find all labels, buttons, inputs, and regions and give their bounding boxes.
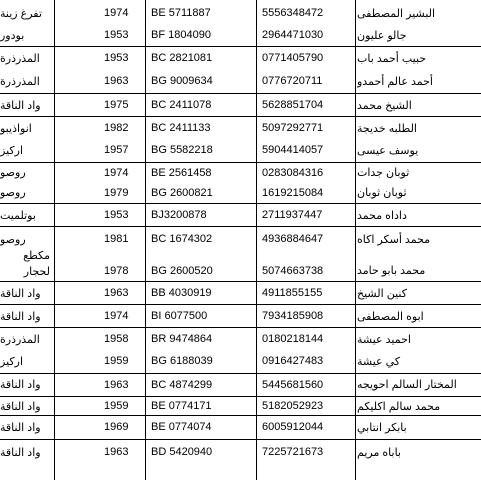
table-row (0, 441, 481, 463)
phone-cell: 0283084316 (262, 166, 324, 179)
phone-cell: 6005912044 (262, 421, 324, 433)
year-cell: 1975 (104, 99, 129, 111)
row-divider (0, 281, 481, 282)
row-divider (0, 203, 481, 204)
name-cell: يوسف عيسى (357, 144, 419, 157)
id-card-cell: BJ3200878 (151, 209, 207, 221)
table-row (0, 3, 481, 23)
table-row (0, 205, 481, 225)
city-cell: انواذيبو (0, 122, 32, 135)
phone-cell: 7225721673 (262, 446, 324, 458)
id-card-cell: BC 2821081 (151, 52, 213, 64)
table-row (0, 416, 481, 438)
name-cell: محمد بابو حامد (357, 265, 426, 277)
phone-cell: 4936884647 (262, 233, 324, 245)
row-divider (0, 439, 481, 440)
id-card-cell: BC 2411133 (151, 122, 211, 134)
phone-cell: 5556348472 (262, 7, 324, 19)
id-card-cell: BE 5711887 (151, 7, 211, 19)
id-card-cell: BI 6077500 (151, 310, 208, 322)
name-cell: بابكر انتابي (357, 421, 407, 434)
name-cell: محمد سالم اكليكم (357, 400, 441, 413)
name-cell: جالو عليون (357, 29, 407, 42)
table-row (0, 25, 481, 45)
year-cell: 1963 (104, 287, 129, 299)
phone-cell: 0916427483 (262, 355, 324, 367)
row-divider (0, 46, 481, 47)
city-cell: المذرذرة (0, 75, 40, 88)
table-row (0, 229, 481, 249)
year-cell: 1974 (104, 166, 129, 179)
year-cell: 1978 (104, 265, 129, 277)
name-cell: الشيخ محمد (357, 99, 412, 112)
name-cell: داداه محمد (357, 209, 407, 222)
name-cell: ثوبان ثوبان (357, 187, 407, 199)
table-row (0, 351, 481, 371)
year-cell: 1979 (104, 186, 129, 199)
city-cell: واد الناقة (0, 310, 41, 323)
id-card-cell: BC 2411078 (151, 99, 212, 111)
year-cell: 1982 (104, 122, 129, 134)
city-cell: واد الناقة (0, 379, 41, 391)
name-cell: ثوبان جدات (357, 167, 410, 179)
table-row (0, 48, 481, 68)
phone-cell: 4911855155 (262, 287, 323, 299)
city-cell: روصو (0, 187, 26, 199)
id-card-cell: BG 2600821 (151, 186, 213, 199)
city-cell: اركيز (0, 355, 23, 368)
table-row (0, 249, 481, 280)
id-card-cell: BF 1804090 (151, 29, 211, 41)
id-card-cell: BE 0774074 (151, 421, 212, 433)
name-cell: حبيب أحمد باب (357, 52, 427, 65)
phone-cell: 0180218144 (262, 333, 324, 345)
phone-cell: 2711937447 (262, 209, 323, 221)
city-cell: واد الناقة (0, 446, 41, 459)
id-card-cell: BG 2600520 (151, 265, 213, 277)
city-cell: واد الناقة (0, 287, 41, 300)
name-cell: البشير المصطفى (357, 7, 436, 20)
id-card-cell: BR 9474864 (151, 333, 213, 345)
year-cell: 1953 (104, 29, 129, 41)
name-cell: احميد عيشة (357, 333, 411, 346)
phone-cell: 5097292771 (262, 122, 324, 134)
name-cell: الطلبه خديجة (357, 122, 417, 135)
phone-cell: 5904414057 (262, 144, 324, 156)
table-row (0, 183, 481, 202)
name-cell: المختار السالم احويجه (357, 379, 457, 391)
phone-cell: 0776720711 (262, 75, 323, 87)
year-cell: 1963 (104, 378, 129, 391)
city-cell: المذرذرة (0, 52, 40, 65)
row-divider (0, 304, 481, 305)
id-card-cell: BC 4874299 (151, 378, 213, 391)
city-cell: بودور (0, 29, 25, 42)
year-cell: 1963 (104, 75, 129, 87)
id-card-cell: BC 1674302 (151, 233, 213, 245)
table-row (0, 306, 481, 326)
year-cell: 1969 (104, 421, 129, 433)
year-cell: 1953 (104, 209, 129, 221)
table-row (0, 140, 481, 160)
table-row (0, 374, 481, 395)
name-cell: محمد أسكر اكاه (357, 233, 431, 246)
table-row (0, 71, 481, 91)
name-cell: كنين الشيخ (357, 287, 407, 300)
city-cell: روصو (0, 167, 26, 179)
city-cell: اركيز (0, 144, 23, 157)
year-cell: 1957 (104, 144, 129, 156)
row-divider (0, 226, 481, 227)
year-cell: 1959 (104, 400, 129, 412)
city-cell: روصو (0, 233, 26, 246)
year-cell: 1953 (104, 52, 129, 64)
id-card-cell: BE 2561458 (151, 166, 212, 179)
year-cell: 1963 (104, 446, 129, 458)
table-row (0, 163, 481, 182)
table-row (0, 283, 481, 303)
id-card-cell: BG 9009634 (151, 75, 213, 87)
city-cell: مكطع لحجار (23, 250, 50, 278)
id-card-cell: BG 5582218 (151, 144, 213, 156)
phone-cell: 2964471030 (262, 29, 324, 41)
id-card-cell: BG 6188039 (151, 355, 213, 367)
name-cell: كي عيشة (357, 355, 401, 368)
city-cell: تفرغ زينة (0, 7, 42, 20)
phone-cell: 5074663738 (262, 265, 324, 277)
year-cell: 1959 (104, 355, 129, 367)
city-cell: المذرذرة (0, 333, 40, 346)
phone-cell: 5182052923 (262, 400, 324, 412)
year-cell: 1958 (104, 333, 129, 345)
row-divider (0, 116, 481, 117)
city-cell: بوتلميت (0, 209, 36, 222)
table-row (0, 95, 481, 115)
name-cell: أحمد عالم أحمدو (357, 75, 433, 88)
city-cell: واد الناقة (0, 99, 41, 112)
table-row (0, 329, 481, 349)
row-divider (0, 327, 481, 328)
city-cell: واد الناقة (0, 400, 41, 413)
id-card-cell: BE 0774171 (151, 400, 212, 412)
id-card-cell: BB 4030919 (151, 287, 212, 299)
table-row (0, 397, 481, 415)
city-cell: واد الناقة (0, 421, 41, 434)
name-cell: ابوه المصطفى (357, 310, 424, 323)
year-cell: 1974 (104, 7, 129, 19)
table-row (0, 118, 481, 138)
phone-cell: 5445681560 (262, 378, 324, 391)
row-divider (0, 93, 481, 94)
phone-cell: 0771405790 (262, 52, 324, 64)
phone-cell: 1619215084 (262, 186, 324, 199)
year-cell: 1981 (104, 233, 129, 245)
year-cell: 1974 (104, 310, 129, 322)
id-card-cell: BD 5420940 (151, 446, 213, 458)
phone-cell: 7934185908 (262, 310, 324, 322)
name-cell: باباه مريم (357, 446, 401, 459)
phone-cell: 5628851704 (262, 99, 324, 111)
